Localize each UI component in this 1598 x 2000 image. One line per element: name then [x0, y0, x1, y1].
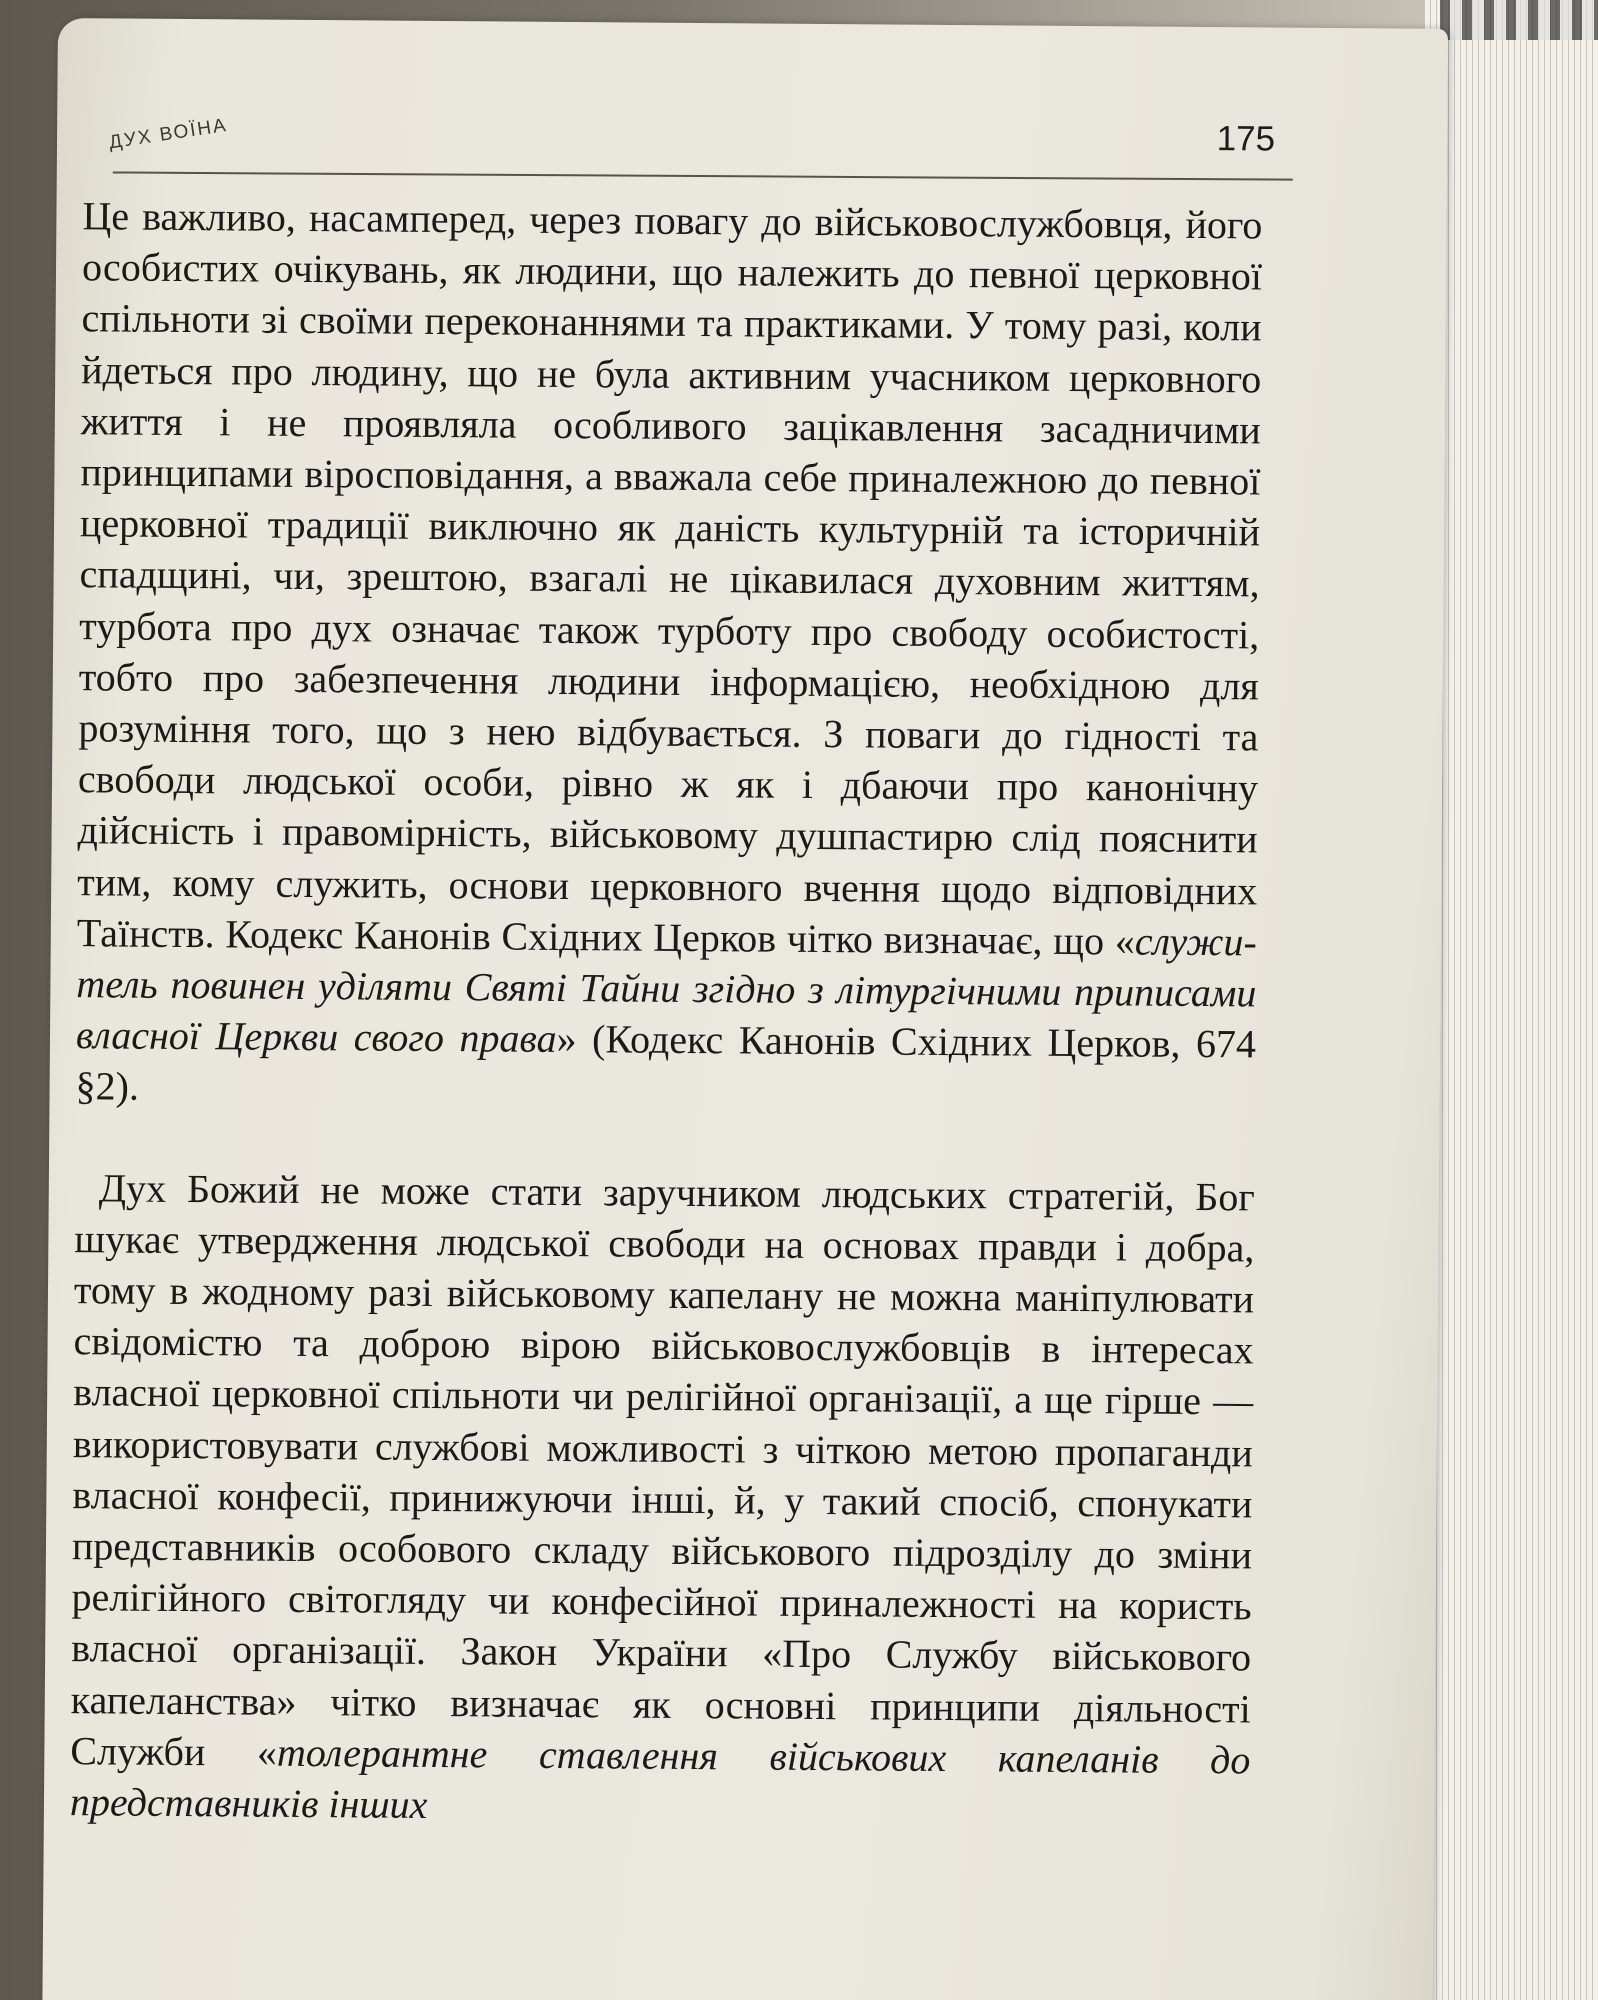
book-page-edges — [1425, 0, 1598, 2000]
paragraph-1 — [75, 190, 1262, 1121]
page-header — [83, 88, 1276, 159]
text-run: » (Кодекс Канонів Східних Церков, 674 §2). — [75, 1016, 1257, 1110]
page-number: 175 — [1216, 119, 1276, 159]
paragraph-2 — [70, 1162, 1255, 1837]
header-rule — [113, 171, 1293, 180]
book-page — [42, 18, 1448, 2000]
running-head: ДУХ ВОЇНА — [107, 114, 230, 154]
text-run: Це важливо, насамперед, через повагу до військовослужбовця, його особистих очікувань, як людини, що належить до певної церковної спільноти зі своїми переконаннями та практиками. У тому разі, коли йдеться про людину, що не була активним учасником церковного життя і не проявляла особливого зацікавлення засадничими принципами віросповідання, а вважала себе приналежною до певної церковної традиції виключно як даність культурній та історичній спадщині, чи, зрештою, взагалі не цікавилася духовним життям, турбота про дух означає також турботу про свободу особистості, тобто про забезпечення людини інформацією, необхідною для розуміння того, що з нею відбувається. З поваги до гідності та свободи людської особи, рівно ж як і дбаючи про канонічну дійсність і правомірність, військовому душпастирю слід пояснити тим, кому служить, основи церковного вчення щодо відповідних Таїнств. Кодекс Канонів Східних Церков чітко визначає, що « — [76, 193, 1263, 964]
italic-quote: толерантне ставлення військових капеланів до представників інших — [69, 1729, 1251, 1828]
body-text — [70, 190, 1263, 1837]
text-run: Дух Божий не може стати заручником людських стратегій, Бог шукає утвердження людської свободи на основах правди і добра, тому в жодному разі військовому капелану не можна маніпулювати свідомістю та доброю вірою військовослужбовців в інтересах власної церковної спільноти чи релігійної організації, а ще гірше — використовувати службові можливості з чіткою метою пропаганди власної конфесії, принижуючи інші, й, у такий спосіб, спонукати представників особового складу військового підрозділу до зміни релігійного світогляду чи конфесійної приналежності на користь власної організації. Закон України «Про Службу військового капеланства» чітко визначає як основні принципи діяльності Служби « — [70, 1165, 1255, 1775]
tablecloth-pattern — [1440, 0, 1598, 40]
italic-quote: служитель повинен уділяти Святі Тайни згідно з літургічними приписами власної Церкви свого права — [75, 918, 1257, 1062]
